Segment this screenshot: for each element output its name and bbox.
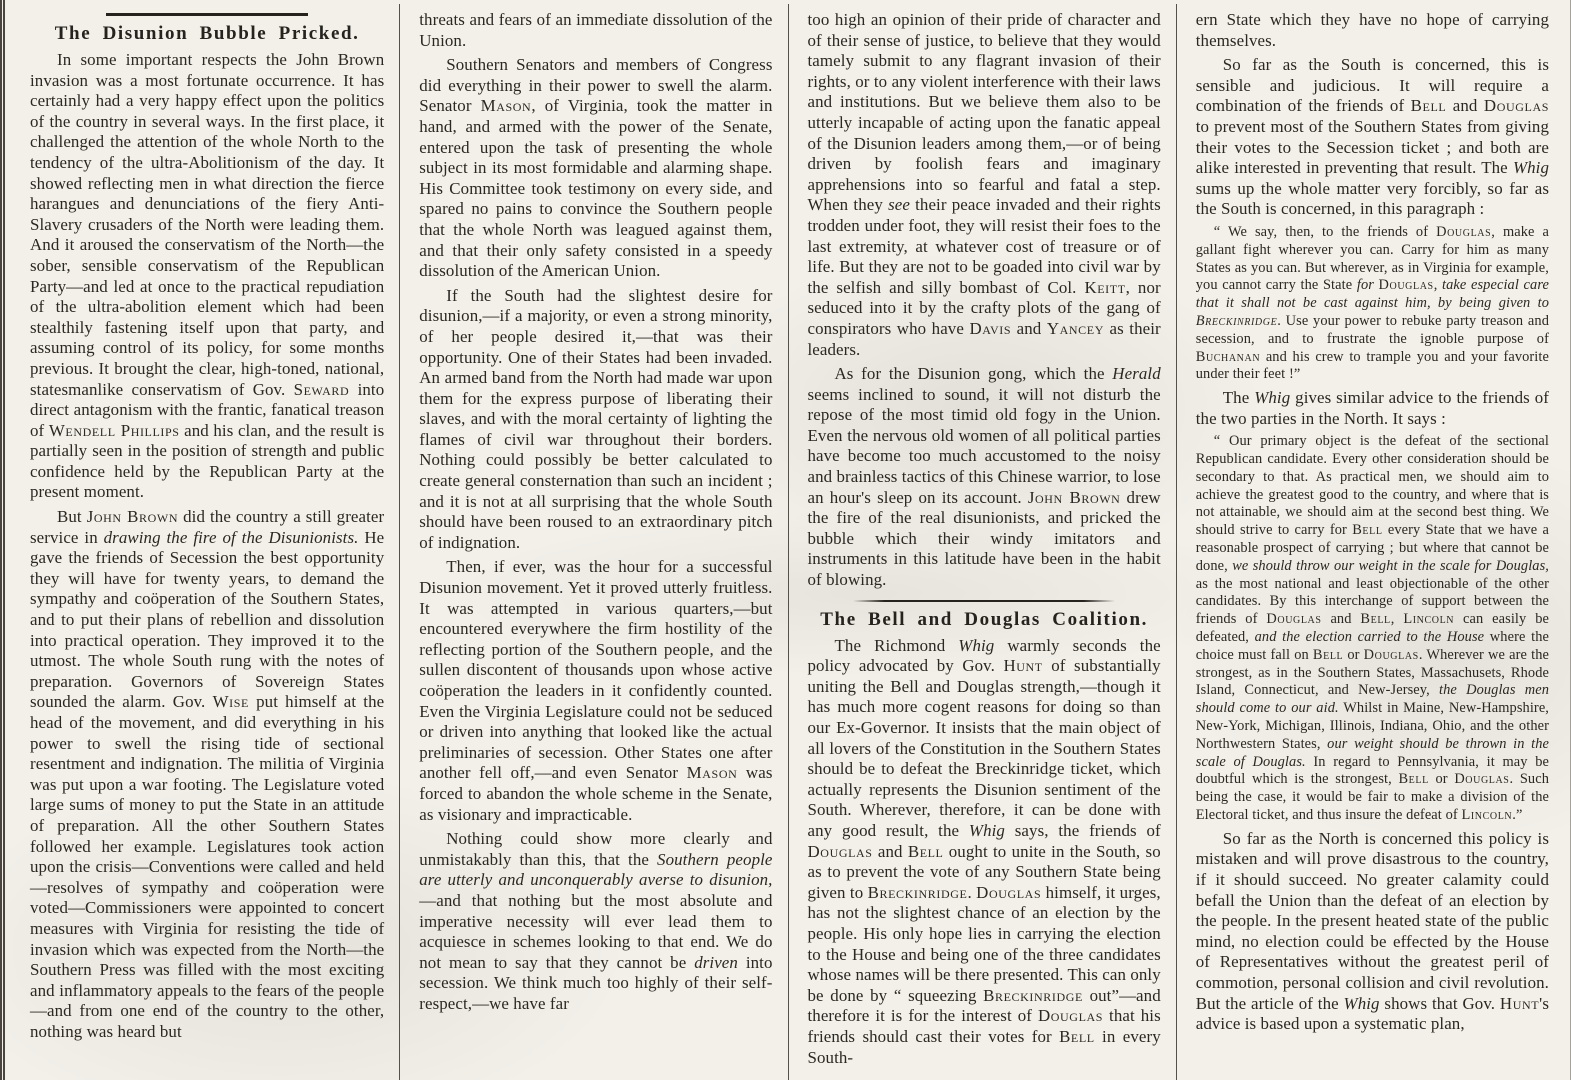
text-run: did the country a still greater service in <box>30 507 385 547</box>
text-run: or <box>1343 646 1364 663</box>
text-run: into secession. We think much too highly of their self-respect,—we have far <box>419 952 773 1013</box>
text-run: of substantially uniting the Bell and Douglas strength,—though it has much more cogent reasons for doing so than our Ex-Governor. It insists that the main object of all lovers of the Constitution in the Southern States should be to defeat the Breckinridge ticket, which actually represents the Disunion sentiment of the South. Wherever, therefore, it can be done with any good result, the <box>807 656 1161 840</box>
text-run: that his friends should cast their votes for <box>807 1006 1161 1046</box>
italic-run: for <box>1356 277 1374 294</box>
text-run: Nothing could show more clearly and unmistakably than this, that the <box>419 829 773 869</box>
text-run: In regard to Pennsylvania, it may be doubtful which is the strongest, <box>1195 753 1549 788</box>
text-run: and his crew to trample you and your favorite under their feet !” <box>1195 348 1549 383</box>
proper-name: Bell <box>907 841 944 861</box>
article-paragraph <box>419 55 772 282</box>
article-headline: The Bell and Douglas Coalition. <box>820 608 1148 630</box>
text-run: and his clan, and the result is partially seen in the position of strength and public confidence held by the Republican Party at the present moment. <box>30 420 385 502</box>
text-run: , <box>1433 277 1443 294</box>
text-run: can easily be defeated, <box>1195 611 1550 646</box>
text-run: as their leaders. <box>807 318 1161 359</box>
proper-name: Douglas <box>1037 1006 1104 1026</box>
text-run: He gave the friends of Secession the best opportunity they will have for twenty years, to demand the sympathy and coöperation of the Southern States, and to put their plans of rebellion and dissolution into practical operation. They improved it to the utmost. The whole South rung with the notes of preparation. Governors of Sovereign States sounded the alarm. Gov. <box>30 527 385 712</box>
proper-name: Mason <box>480 96 532 116</box>
italic-run: Whig <box>1254 388 1291 408</box>
text-run: In some important respects the John Brown invasion was a most fortunate occurrence. It has certainly had a very happy effect upon the politics of the country in several ways. In the first place, it challenged the attention of the whole North to the tendency of the ultra-Abolitionism of the day. It showed reflecting men in what direction the fierce harangues and denunciations of the fiery Anti-Slavery crusaders of the North were leading them. And it aroused the conservatism of the North—the sober, sensible conservatism of the Republican Party—and led at once to the practical repudiation of the ultra-abolition element which had been stealthily fastening itself upon that party, and assuming control of its policy, for some months previous. It brought the clear, high-toned, national, statesmanlike conservatism of Gov. <box>30 50 385 399</box>
text-run: . <box>967 882 977 902</box>
text-run: As for the Disunion gong, which the <box>834 364 1113 384</box>
proper-name: Bell <box>1312 646 1344 663</box>
italic-run: our weight should be thrown in the scale of Douglas. <box>1195 735 1549 770</box>
proper-name: Lincoln <box>1461 807 1513 824</box>
proper-name: Wise <box>212 692 249 712</box>
proper-name: Davis <box>969 318 1012 338</box>
proper-name: Yancey <box>1046 318 1104 338</box>
article-paragraph <box>30 507 384 1042</box>
italic-run: the Douglas men should come to our aid. <box>1195 682 1549 717</box>
text-run: or <box>1428 771 1455 788</box>
article-paragraph <box>419 557 772 825</box>
italic-run: driven <box>694 952 738 972</box>
article-paragraph <box>808 364 1161 591</box>
proper-name: Lincoln <box>1403 611 1455 628</box>
text-run: Then, if ever, was the hour for a successful Disunion movement. Yet it proved utterly fruitless. It was attempted in various quarters,—but encountered everywhere the firm hostility of the reflecting portion of the Southern people, and the sullen discontent of thousands upon whose active coöperation the leaders in it confidently counted. Even the Virginia Legislature could not be seduced or driven into anything that looked like the actual preliminaries of secession. Other States one after another fell off,—and even Senator <box>419 557 773 783</box>
column-4 <box>1176 4 1564 1080</box>
text-run: 's advice is based upon a systematic plan, <box>1195 993 1549 1034</box>
proper-name: Douglas <box>1454 771 1510 788</box>
column-2 <box>399 4 787 1080</box>
text-run: But <box>57 507 87 527</box>
column-1 <box>11 4 399 1080</box>
text-run: and <box>872 841 908 861</box>
text-run: every State that we have a reasonable prospect of carrying ; but where that cannot be done, <box>1195 522 1549 574</box>
text-run: was forced to abandon the whole scheme in the Senate, as visionary and impracticable. <box>419 763 773 824</box>
italic-run: Whig <box>1512 158 1549 178</box>
text-run: . Such being the case, it would be fair to make a division of the Electoral ticket, and thus insure the defeat of <box>1195 771 1549 824</box>
section-divider-rule <box>853 600 1114 602</box>
proper-name: Bell <box>1352 522 1383 539</box>
text-run: , <box>1390 611 1404 628</box>
text-run: threats and fears of an immediate dissolution of the Union. <box>419 10 773 50</box>
text-run: Southern Senators and members of Congress did everything in their power to swell the alarm. Senator <box>419 55 773 116</box>
proper-name: Douglas <box>1363 646 1419 663</box>
proper-name: Hunt <box>1003 656 1043 676</box>
article-paragraph <box>1196 55 1549 220</box>
italic-run: Whig <box>1343 993 1380 1013</box>
italic-run: Whig <box>968 820 1005 840</box>
proper-name: Douglas <box>1436 223 1492 240</box>
proper-name: Breckinridge <box>983 985 1083 1005</box>
article-paragraph <box>419 829 772 1014</box>
text-run: gives similar advice to the friends of the two parties in the North. It says : <box>1195 388 1550 428</box>
proper-name: Douglas <box>1483 96 1549 116</box>
proper-name: Douglas <box>807 841 873 861</box>
article-paragraph <box>1196 829 1549 1035</box>
proper-name: Douglas <box>976 882 1042 902</box>
text-run: Whilst in Maine, New-Hampshire, New-York, Michigan, Illinois, Indiana, Ohio, and the other Northwestern States, <box>1195 700 1550 752</box>
column-3 <box>788 4 1176 1080</box>
text-run: . Wherever we are the strongest, as in the Southern States, Massachusets, Rhode Island, Connecticut, and New-Jersey, <box>1195 646 1549 699</box>
proper-name: Hunt <box>1499 993 1540 1013</box>
text-run: sums up the whole matter very forcibly, so far as the South is concerned, in this paragraph : <box>1195 178 1549 219</box>
article-paragraph <box>30 50 384 503</box>
text-run: If the South had the slightest desire for disunion,—if a majority, or even a strong minority, of her people desired it,—that was their opportunity. One of their States had been invaded. An armed band from the North had made war upon them for the express purpose of liberating their slaves, and with the moral certainty of lighting the flames of civil war throughout their borders. Nothing could possibly be better calculated to create general consternation than such an incident ; and it is not at all surprising that the whole South should have been roused to an extraordinary pitch of indignation. <box>419 285 773 552</box>
text-run: “ We say, then, to the friends of <box>1213 223 1437 240</box>
text-run: , nor seduced into it by the crafty plots of the gang of conspirators who have <box>807 277 1161 338</box>
proper-name: Breckinridge <box>1195 312 1278 329</box>
text-run: their peace invaded and their rights trodden under foot, they will resist their foes to the last extremity, at whatever cost of treasure or of life. But they are not to be goaded into civil war by the selfish and silly bombast of Col. <box>807 195 1161 297</box>
quoted-extract <box>1196 224 1549 384</box>
proper-name: Wendell Phillips <box>48 420 180 440</box>
text-run: too high an opinion of their pride of character and of their sense of justice, to believe that they would tamely submit to any flagrant invasion of their rights, or to any violent interference with their laws and institutions. But we believe them also to be utterly incapable of acting upon the fanatic appeal of the Disunion leaders among them,—or of being driven by foolish fears and imaginary apprehensions into so fearful and fatal a step. When they <box>807 10 1161 215</box>
text-run: seems inclined to sound, it will not disturb the repose of the most timid old fogy in the Union. Even the nervous old women of all political parties have become too much accustomed to the noisy and brainless tactics of this Chinese warrior, to lose an hour's sleep on its account. <box>807 384 1161 507</box>
text-run: So far as the North is concerned this policy is mistaken and will prove disastrous to the country, if it should succeed. No greater calamity could befall the Union than the defeat of an election by the people. In the present heated state of the public mind, no election could be effected by the House of Representatives without the greatest peril of commotion, personal collision and civil revolution. But the article of the <box>1195 828 1549 1013</box>
text-run: himself, it urges, has not the slightest chance of an election by the people. His only hope lies in carrying the election to the House and being one of the three candidates whose names will be there presented. This can only be done by “ squeezing <box>807 882 1161 1005</box>
proper-name: Mason <box>686 763 738 783</box>
proper-name: John Brown <box>1027 487 1121 507</box>
proper-name: Bell <box>1059 1026 1095 1046</box>
text-run: The Richmond <box>834 635 959 655</box>
proper-name: Bell <box>1398 771 1429 788</box>
text-run: ern State which they have no hope of carrying themselves. <box>1195 10 1549 50</box>
italic-run: Southern people are utterly and unconquerably averse to disunion, <box>419 849 773 890</box>
text-run: So far as the South is concerned, this is sensible and judicious. It will require a combination of the friends of <box>1195 55 1549 116</box>
italic-run: take especial care that it shall not be cast against him, by being given to <box>1195 277 1549 312</box>
text-run: says, the friends of <box>1004 820 1161 840</box>
text-run: , make a gallant fight wherever you can. Carry for him as many States as you can. But wherever, as in Virginia for example, you cannot carry the State <box>1195 223 1549 294</box>
text-run: drew the fire of the real disunionists, and pricked the bubble which their windy imitators and instruments in this latitude have been in the habit of blowing. <box>807 487 1161 590</box>
article-paragraph <box>1196 10 1549 51</box>
text-run: .” <box>1512 807 1523 824</box>
section-divider-rule <box>106 13 308 16</box>
text-run: shows that Gov. <box>1379 993 1500 1013</box>
proper-name: Breckinridge <box>867 882 968 902</box>
text-run: and <box>1011 318 1047 338</box>
article-paragraph <box>1196 388 1549 429</box>
text-run: , of Virginia, took the matter in hand, and armed with the power of the Senate, entered upon the task of presenting the whole subject in its most formidable and alarming shape. His Committee took testimony on every side, and spared no pains to convince the Southern people that the whole North was leagued against them, and that their only safety consisted in a speedy dissolution of the American Union. <box>419 96 773 281</box>
article-headline: The Disunion Bubble Pricked. <box>54 23 360 44</box>
text-run: in every South- <box>807 1026 1161 1067</box>
proper-name: Buchanan <box>1195 348 1261 365</box>
text-run: and <box>1446 96 1484 116</box>
quoted-extract <box>1196 433 1549 825</box>
proper-name: Bell <box>1360 611 1391 628</box>
text-run: out”—and therefore it is for the interest of <box>807 985 1161 1026</box>
italic-run: see <box>888 195 910 215</box>
proper-name: John Brown <box>86 507 179 527</box>
proper-name: Douglas <box>1266 611 1322 628</box>
text-run: where the choice must fall on <box>1195 629 1549 663</box>
text-run: The <box>1222 388 1255 408</box>
text-run: —and that nothing but the most absolute and imperative necessity will ever lead them to acquiesce in schemes looking to that end. We do not mean to say that they cannot be <box>419 890 773 972</box>
text-run: . Use your power to rebuke party treason and secession, and to frustrate the ignoble purpose of <box>1195 312 1549 347</box>
italic-run: we should throw our weight in the scale for Douglas, <box>1232 557 1549 574</box>
italic-run: Herald <box>1112 364 1161 384</box>
text-run: ought to unite in the South, so as to prevent the vote of any Southern State being given to <box>807 841 1161 902</box>
proper-name: Seward <box>293 379 350 399</box>
text-run: to prevent most of the Southern States from giving their votes to the Secession ticket ; and both are alike interested in preventing that result. The <box>1195 116 1549 178</box>
text-run: into direct antagonism with the frantic, fanatical treason of <box>30 379 385 440</box>
proper-name: Bell <box>1410 96 1447 116</box>
article-paragraph <box>419 10 772 51</box>
italic-run: and the election carried to the House <box>1254 629 1485 646</box>
text-run: and <box>1321 611 1361 628</box>
italic-run: drawing the fire of the Disunionists. <box>103 527 359 547</box>
article-paragraph <box>419 286 772 554</box>
article-paragraph <box>808 636 1161 1068</box>
proper-name: Keitt <box>1084 277 1126 297</box>
text-run: put himself at the head of the movement, and did everything in his power to swell the rising tide of sectional resentment and indignation. The militia of Virginia was put upon a war footing. The Legislature voted large sums of money to put the State in an attitude of preparation. All the other Southern States followed her example. Legislatures took action upon the crisis—Conventions were called and held—resolves of sympathy and coöperation were voted—Commissioners were appointed to concert measures with Virginia for resisting the tide of invasion which was expected from the North—the Southern Press was filled with the most exciting and inflammatory appeals to the fears of the people—and from one end of the country to the other, nothing was heard but <box>30 692 385 1041</box>
article-paragraph <box>808 10 1161 360</box>
text-run: “ Our primary object is the defeat of the sectional Republican candidate. Every other consideration should be secondary to that. As practical men, we should aim to achieve the greatest good to the country, and where that is not attainable, we should aim at the second best thing. We should strive to carry for <box>1195 433 1549 539</box>
proper-name: Douglas <box>1378 277 1434 294</box>
italic-run: Whig <box>958 635 995 655</box>
text-run: as the most national and least objectionable of the other candidates. By this interchange of support between the friends of <box>1195 575 1549 628</box>
text-run: warmly seconds the policy advocated by Gov. <box>807 635 1161 676</box>
